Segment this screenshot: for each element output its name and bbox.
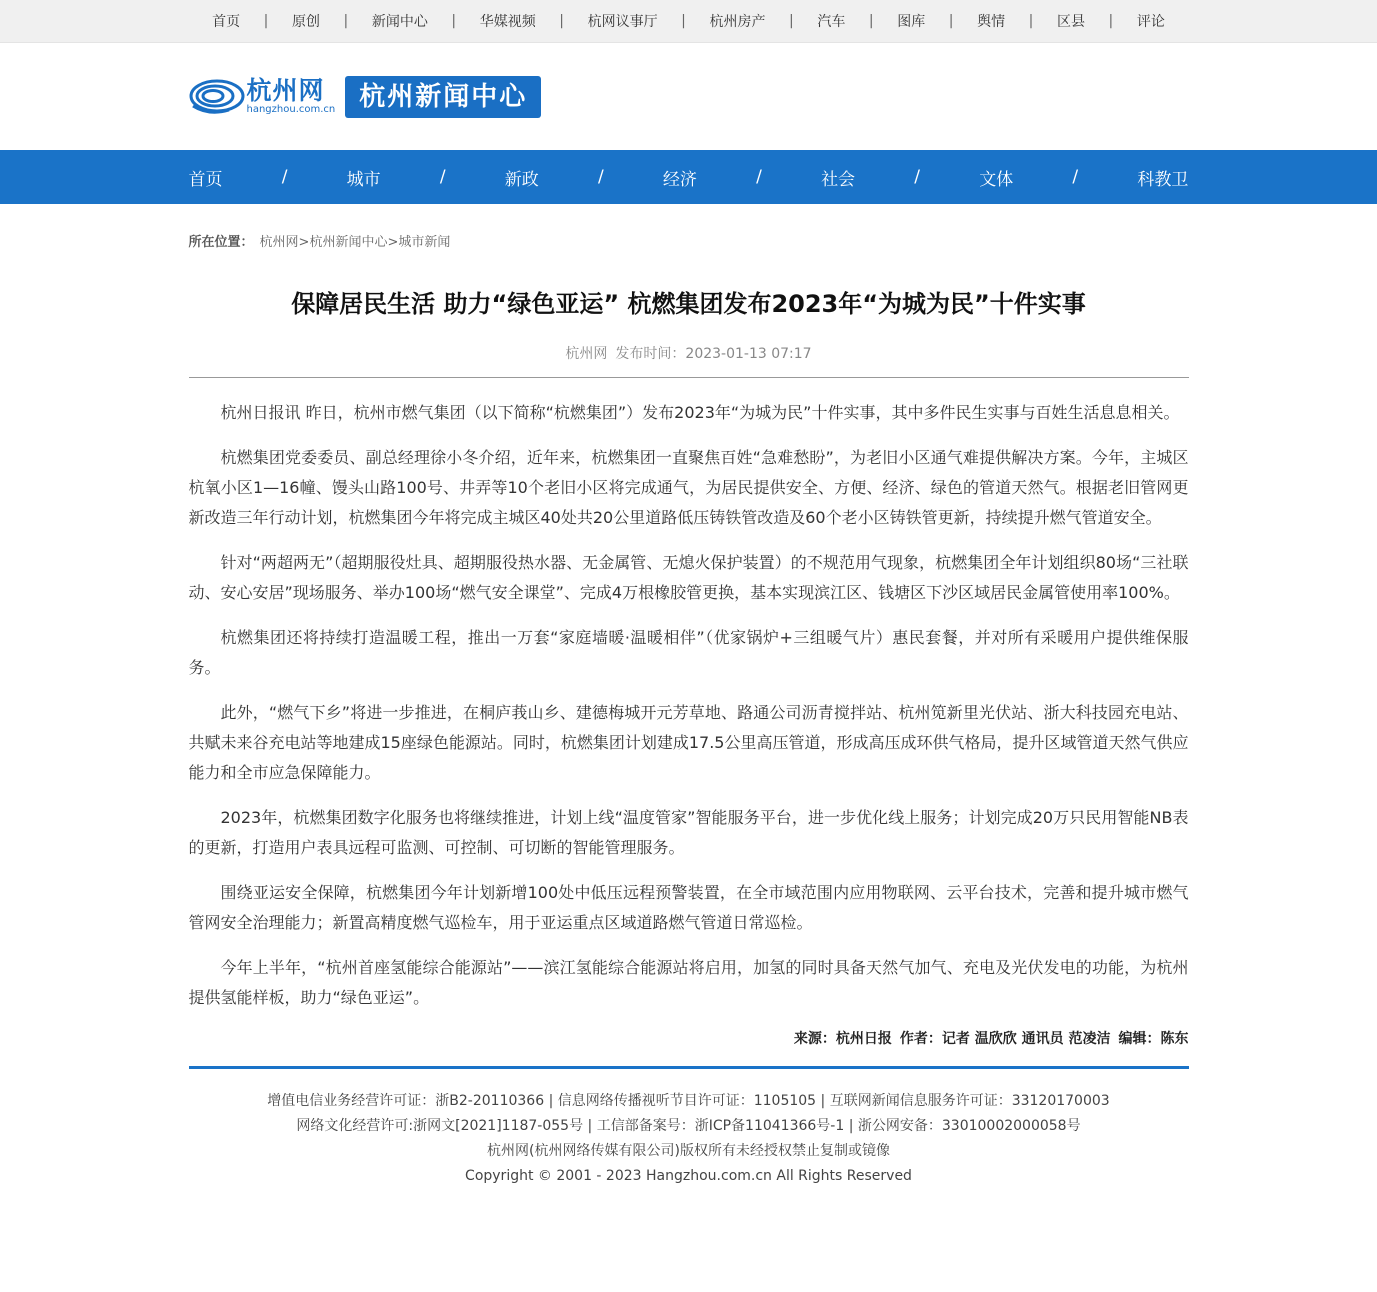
article-paragraph: 今年上半年，“杭州首座氢能综合能源站”——滨江氢能综合能源站将启用，加氢的同时具备天然气加气、充电及光伏发电的功能，为杭州提供氢能样板，助力“绿色亚运”。 xyxy=(188,958,1189,1007)
top-separator: | xyxy=(263,13,269,29)
main-nav xyxy=(0,150,1377,204)
breadcrumb-label: 所在位置： xyxy=(188,235,254,250)
top-utility-bar xyxy=(0,0,1377,43)
nav-separator: / xyxy=(914,167,920,187)
top-link-districts[interactable]: 区县 xyxy=(1056,14,1085,30)
credit-source: 来源：杭州日报 xyxy=(793,1031,892,1047)
top-separator: | xyxy=(559,13,564,29)
top-link-original[interactable]: 原创 xyxy=(291,14,320,30)
article-container xyxy=(189,231,1189,1189)
article-paragraph: 2023年，杭燃集团数字化服务也将继续推进，计划上线“温度管家”智能服务平台，进一步优化线上服务；计划完成20万只民用智能NB表的更新，打造用户表具远程可监测、可控制、可切断的智能管理服务。 xyxy=(188,808,1189,857)
hangzhou-logo-icon xyxy=(189,76,245,118)
nav-separator: / xyxy=(756,167,762,187)
nav-separator: / xyxy=(439,167,446,187)
article-meta xyxy=(189,343,1189,363)
top-separator: | xyxy=(343,13,349,29)
logo-domain: hangzhou.com.cn xyxy=(246,103,336,115)
article-paragraph: 杭燃集团党委委员、副总经理徐小冬介绍，近年来，杭燃集团一直聚焦百姓“急难愁盼”，为老旧小区通气难提供解决方案。今年，主城区杭氧小区1—16幢、馒头山路100号、井弄等10个老旧小区将完成通气，为居民提供安全、方便、经济、绿色的管道天然气。根据老旧管网更新改造三年行动计划，杭燃集团今年将完成主城区40处共20公里道路低压铸铁管改造及60个老小区铸铁管更新，持续提升燃气管道安全。 xyxy=(188,448,1189,527)
article-paragraph: 围绕亚运安全保障，杭燃集团今年计划新增100处中低压远程预警装置，在全市域范围内应用物联网、云平台技术，完善和提升城市燃气管网安全治理能力；新置高精度燃气巡检车，用于亚运重点区域道路燃气管道日常巡检。 xyxy=(188,883,1189,932)
top-link-forum[interactable]: 杭网议事厅 xyxy=(587,14,658,30)
nav-separator: / xyxy=(597,167,604,187)
article-paragraph: 针对“两超两无”（超期服役灶具、超期服役热水器、无金属管、无熄火保护装置）的不规范用气现象，杭燃集团全年计划组织80场“三社联动、安心安居”现场服务、举办100场“燃气安全课堂”、完成4万根橡胶管更换，基本实现滨江区、钱塘区下沙区域居民金属管使用率100%。 xyxy=(188,553,1189,602)
nav-item-city[interactable]: 城市 xyxy=(346,169,381,190)
nav-item-economy[interactable]: 经济 xyxy=(662,169,697,190)
top-link-house[interactable]: 杭州房产 xyxy=(709,14,766,30)
top-separator: | xyxy=(1108,13,1114,29)
site-header xyxy=(0,43,1377,150)
footer-license-line: 网络文化经营许可:浙网文[2021]1187-055号 | 工信部备案号：浙ICP备11041366号-1 | 浙公网安备：33010002000058号 xyxy=(296,1118,1081,1134)
article-body xyxy=(189,398,1189,1013)
nav-item-policy[interactable]: 新政 xyxy=(504,169,539,190)
footer-divider xyxy=(189,1066,1189,1069)
top-separator: | xyxy=(868,13,874,29)
site-logo[interactable] xyxy=(189,76,336,118)
top-link-video[interactable]: 华媒视频 xyxy=(479,14,536,30)
nav-item-society[interactable]: 社会 xyxy=(821,169,856,190)
credit-author: 作者：记者 温欣欣 通讯员 范凌洁 xyxy=(899,1031,1111,1047)
footer-copyright-notice: 杭州网(杭州网络传媒有限公司)版权所有未经授权禁止复制或镜像 xyxy=(487,1143,890,1159)
nav-separator: / xyxy=(281,167,288,187)
article-paragraph: 杭燃集团还将持续打造温暖工程，推出一万套“家庭墙暖·温暖相伴”（优家锅炉+三组暖气片）惠民套餐，并对所有采暖用户提供维保服务。 xyxy=(188,628,1189,677)
breadcrumb-separator: > xyxy=(387,235,399,250)
article-source: 杭州网 xyxy=(565,346,608,362)
news-center-badge[interactable]: 杭州新闻中心 xyxy=(345,76,541,118)
top-link-home[interactable]: 首页 xyxy=(212,14,241,30)
top-utility-links xyxy=(189,0,1189,42)
breadcrumb-link-hangzhou[interactable]: 杭州网 xyxy=(259,235,299,250)
nav-separator: / xyxy=(1072,167,1079,187)
top-link-comments[interactable]: 评论 xyxy=(1136,14,1165,30)
nav-item-science-edu-health[interactable]: 科教卫 xyxy=(1137,169,1189,190)
site-footer xyxy=(189,1089,1189,1189)
breadcrumb-separator: > xyxy=(298,235,310,250)
title-divider xyxy=(189,377,1189,378)
article-publish-time: 发布时间：2023-01-13 07:17 xyxy=(615,346,812,362)
top-separator: | xyxy=(681,13,686,29)
top-link-news-center[interactable]: 新闻中心 xyxy=(371,14,428,30)
top-separator: | xyxy=(1028,13,1034,29)
nav-item-culture-sports[interactable]: 文体 xyxy=(979,169,1014,190)
article-title: 保障居民生活 助力“绿色亚运” 杭燃集团发布2023年“为城为民”十件实事 xyxy=(291,290,1086,318)
breadcrumb-link-news-center[interactable]: 杭州新闻中心 xyxy=(309,235,388,250)
breadcrumb-link-city-news[interactable]: 城市新闻 xyxy=(398,235,451,250)
article-paragraph: 杭州日报讯 昨日，杭州市燃气集团（以下简称“杭燃集团”）发布2023年“为城为民”十件实事，其中多件民生实事与百姓生活息息相关。 xyxy=(220,403,1180,422)
breadcrumb xyxy=(189,231,1189,249)
top-link-opinion[interactable]: 舆情 xyxy=(977,14,1006,30)
top-separator: | xyxy=(789,13,794,29)
article-credits xyxy=(189,1028,1189,1048)
credit-editor: 编辑：陈东 xyxy=(1118,1031,1189,1047)
nav-item-home[interactable]: 首页 xyxy=(188,169,223,190)
article-paragraph: 此外，“燃气下乡”将进一步推进，在桐庐莪山乡、建德梅城开元芳草地、路通公司沥青搅拌站、杭州笕新里光伏站、浙大科技园充电站、共赋未来谷充电站等地建成15座绿色能源站。同时，杭燃集团计划建成17.5公里高压管道，形成高压成环供气格局，提升区域管道天然气供应能力和全市应急保障能力。 xyxy=(188,703,1189,782)
top-separator: | xyxy=(948,13,954,29)
top-link-gallery[interactable]: 图库 xyxy=(897,14,926,30)
footer-copyright: Copyright © 2001 - 2023 Hangzhou.com.cn All Rights Reserved xyxy=(465,1168,912,1184)
footer-license-line: 增值电信业务经营许可证：浙B2-20110366 | 信息网络传播视听节目许可证：1105105 | 互联网新闻信息服务许可证：33120170003 xyxy=(267,1093,1110,1109)
top-separator: | xyxy=(451,13,457,29)
top-link-auto[interactable]: 汽车 xyxy=(817,14,846,30)
logo-chinese-name: 杭州网 xyxy=(246,75,325,105)
